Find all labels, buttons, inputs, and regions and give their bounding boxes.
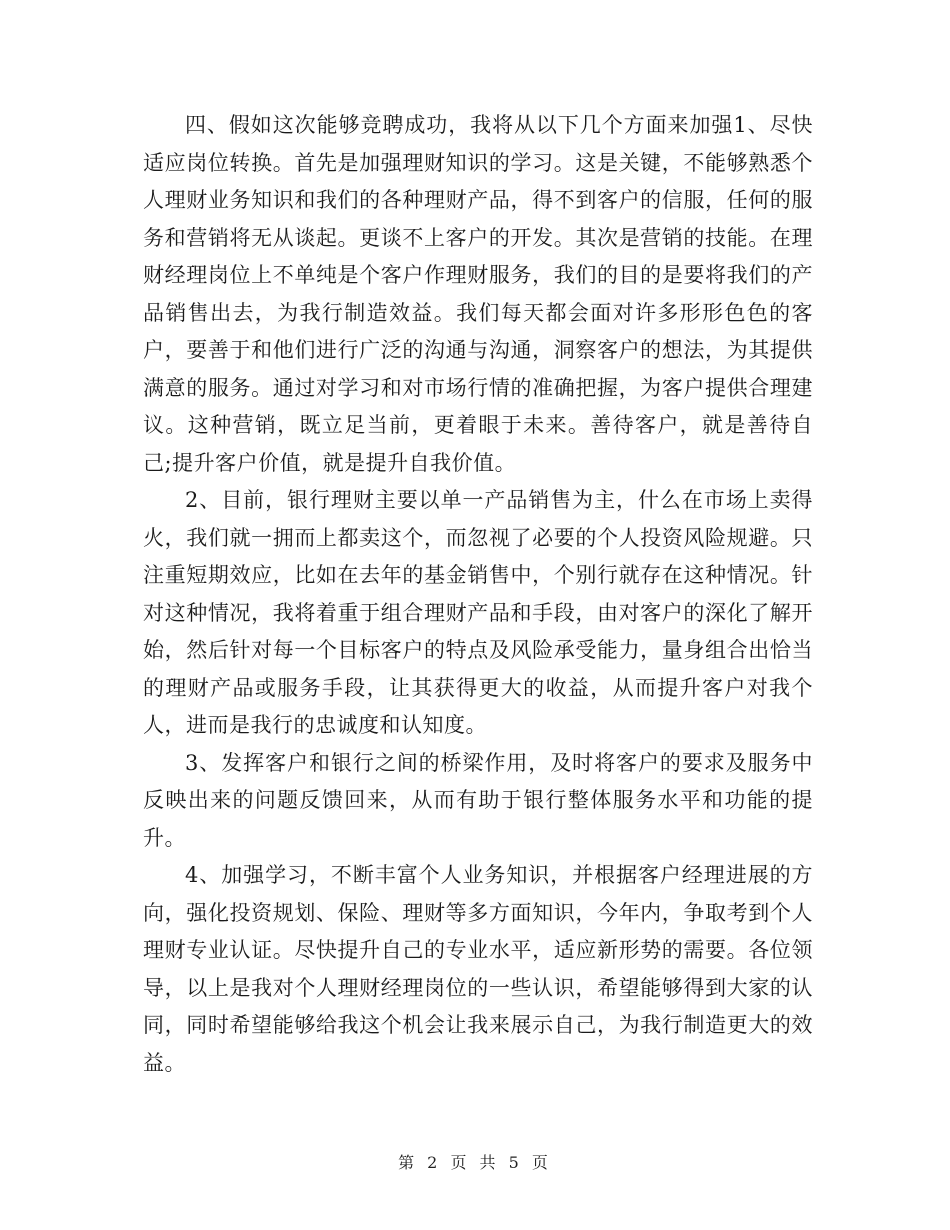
paragraph-4: 4、加强学习，不断丰富个人业务知识，并根据客户经理进展的方向，强化投资规划、保险、理财等多方面知识，今年内，争取考到个人理财专业认证。尽快提升自己的专业水平，适应新形势的需要。各位领导，以上是我对个人理财经理岗位的一些认识，希望能够得到大家的认同，同时希望能够给我这个机会让我来展示自己，为我行制造更大的效益。 — [143, 863, 813, 1075]
paragraph-2: 2、目前，银行理财主要以单一产品销售为主，什么在市场上卖得火，我们就一拥而上都卖这个，而忽视了必要的个人投资风险规避。只注重短期效应，比如在去年的基金销售中，个别行就存在这种情况。针对这种情况，我将着重于组合理财产品和手段，由对客户的深化了解开始，然后针对每一个目标客户的特点及风险承受能力，量身组合出恰当的理财产品或服务手段，让其获得更大的收益，从而提升客户对我个人，进而是我行的忠诚度和认知度。 — [143, 488, 813, 737]
document-body — [143, 107, 813, 1082]
paragraph-3: 3、发挥客户和银行之间的桥梁作用，及时将客户的要求及服务中反映出来的问题反馈回来，从而有助于银行整体服务水平和功能的提升。 — [143, 750, 813, 850]
page-number-label: 第 2 页 共 5 页 — [398, 1153, 552, 1172]
paragraph-1: 四、假如这次能够竞聘成功，我将从以下几个方面来加强1、尽快适应岗位转换。首先是加强理财知识的学习。这是关键，不能够熟悉个人理财业务知识和我们的各种理财产品，得不到客户的信服，任何的服务和营销将无从谈起。更谈不上客户的开发。其次是营销的技能。在理财经理岗位上不单纯是个客户作理财服务，我们的目的是要将我们的产品销售出去，为我行制造效益。我们每天都会面对许多形形色色的客户，要善于和他们进行广泛的沟通与沟通，洞察客户的想法，为其提供满意的服务。通过对学习和对市场行情的准确把握，为客户提供合理建议。这种营销，既立足当前，更着眼于未来。善待客户，就是善待自己;提升客户价值，就是提升自我价值。 — [143, 113, 813, 475]
page-footer — [0, 1150, 950, 1173]
